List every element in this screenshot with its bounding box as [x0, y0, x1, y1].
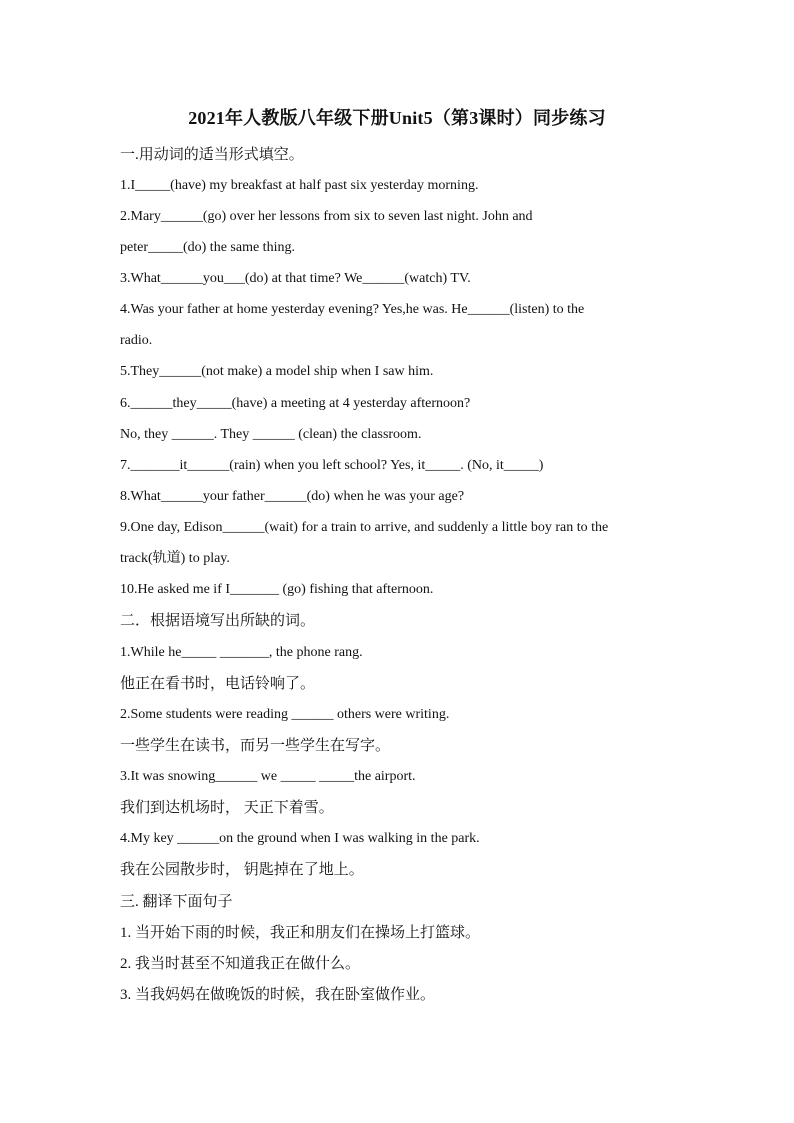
section1-line-7: 5.They______(not make) a model ship when I saw him. — [120, 364, 434, 379]
section1-line-14: 10.He asked me if I_______ (go) fishing that afternoon. — [120, 582, 434, 597]
section1-line-4: 3.What______you___(do) at that time? We______(watch) TV. — [120, 271, 471, 286]
section3-line-1: 1. 当开始下雨的时候，我正和朋友们在操场上打篮球。 — [120, 925, 481, 941]
worksheet-title: 2021年人教版八年级下册Unit5（第3课时）同步练习 — [188, 108, 606, 128]
section1-line-11: 8.What______your father______(do) when he was your age? — [120, 489, 465, 504]
section1-line-13: track(轨道) to play. — [120, 551, 230, 566]
section1-line-8: 6.______they_____(have) a meeting at 4 yesterday afternoon? — [120, 396, 471, 411]
section2-line-3: 2.Some students were reading ______ others were writing. — [120, 707, 450, 722]
section1-heading: 一.用动词的适当形式填空。 — [120, 147, 304, 163]
section2-line-4: 一些学生在读书，而另一些学生在写字。 — [120, 738, 391, 754]
section2-line-1: 1.While he_____ _______, the phone rang. — [120, 645, 363, 660]
section2-line-5: 3.It was snowing______ we _____ _____the airport. — [120, 769, 416, 784]
section3-heading: 三. 翻译下面句子 — [120, 894, 233, 910]
section2-line-2: 他正在看书时，电话铃响了。 — [120, 676, 316, 692]
section1-line-2: 2.Mary______(go) over her lessons from six to seven last night. John and — [120, 209, 533, 224]
section1-line-9: No, they ______. They ______ (clean) the classroom. — [120, 427, 422, 442]
section3-line-3: 3. 当我妈妈在做晚饭的时候，我在卧室做作业。 — [120, 987, 436, 1003]
section2-line-6: 我们到达机场时， 天正下着雪。 — [120, 800, 334, 816]
section2-line-8: 我在公园散步时， 钥匙掉在了地上。 — [120, 862, 364, 878]
section3-line-2: 2. 我当时甚至不知道我正在做什么。 — [120, 956, 361, 972]
section1-line-1: 1.I_____(have) my breakfast at half past six yesterday morning. — [120, 178, 479, 193]
section1-line-10: 7._______it______(rain) when you left school? Yes, it_____. (No, it_____) — [120, 458, 544, 473]
section2-heading: 二．根据语境写出所缺的词。 — [120, 613, 316, 629]
section1-line-5: 4.Was your father at home yesterday evening? Yes,he was. He______(listen) to the — [120, 302, 585, 317]
section2-line-7: 4.My key ______on the ground when I was walking in the park. — [120, 831, 480, 846]
section1-line-6: radio. — [120, 333, 153, 348]
section1-line-3: peter_____(do) the same thing. — [120, 240, 295, 255]
section1-line-12: 9.One day, Edison______(wait) for a train to arrive, and suddenly a little boy ran to the — [120, 520, 609, 535]
